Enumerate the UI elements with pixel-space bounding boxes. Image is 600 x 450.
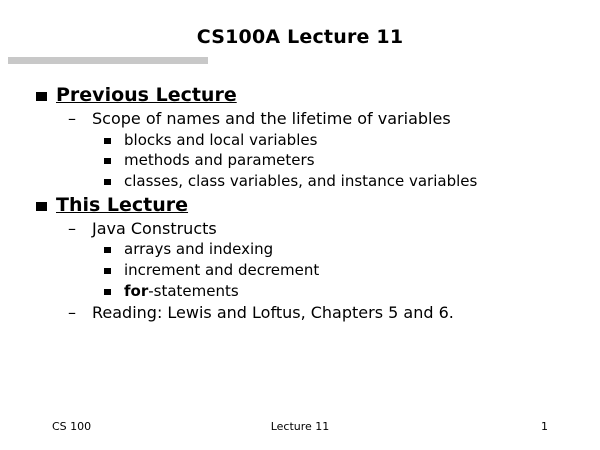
section-heading-this-lecture	[30, 194, 590, 218]
dash-bullet-icon: –	[68, 218, 76, 238]
list-item	[104, 172, 590, 192]
small-square-bullet-icon	[104, 282, 124, 295]
square-bullet-icon	[30, 194, 56, 211]
footer-page-number: 1	[541, 420, 548, 433]
list-item	[104, 261, 590, 281]
small-square-bullet-icon	[104, 131, 124, 144]
dash-bullet-icon: –	[68, 302, 76, 322]
small-square-bullet-icon	[104, 172, 124, 185]
small-square-bullet-icon	[104, 151, 124, 164]
list-item-label	[124, 282, 239, 302]
small-square-bullet-icon	[104, 240, 124, 253]
footer-course: CS 100	[52, 420, 92, 433]
page-title: CS100A Lecture 11	[196, 26, 404, 48]
sub-item	[66, 219, 590, 240]
slide-footer	[0, 420, 600, 436]
sub-item-label: Scope of names and the lifetime of variables	[92, 108, 451, 128]
list-item-label: arrays and indexing	[124, 240, 274, 259]
list-item	[104, 240, 590, 260]
keyword-for: for	[124, 282, 149, 301]
dash-bullet-icon: –	[68, 108, 76, 128]
list-item-label: classes, class variables, and instance variables	[124, 172, 478, 191]
section-heading-previous-lecture	[30, 84, 590, 108]
list-item	[104, 151, 590, 171]
list-item-label: methods and parameters	[124, 151, 315, 170]
square-bullet-icon	[30, 84, 56, 101]
title-divider	[8, 57, 208, 64]
section-heading-label: Previous Lecture	[56, 84, 237, 106]
slide-body	[30, 82, 590, 324]
list-item-label: increment and decrement	[124, 261, 320, 280]
list-item-label: blocks and local variables	[124, 130, 318, 149]
section-heading-label: This Lecture	[56, 193, 189, 216]
list-item-for-statements	[104, 282, 590, 302]
sub-item-label: Java Constructs	[92, 218, 217, 238]
list-item	[104, 131, 590, 151]
keyword-for-suffix: -statements	[148, 282, 239, 301]
sub-item-label: Reading: Lewis and Loftus, Chapters 5 and 6.	[92, 302, 454, 322]
small-square-bullet-icon	[104, 261, 124, 274]
footer-lecture: Lecture 11	[270, 420, 330, 433]
sub-item	[66, 109, 590, 130]
sub-item-reading	[66, 303, 590, 324]
